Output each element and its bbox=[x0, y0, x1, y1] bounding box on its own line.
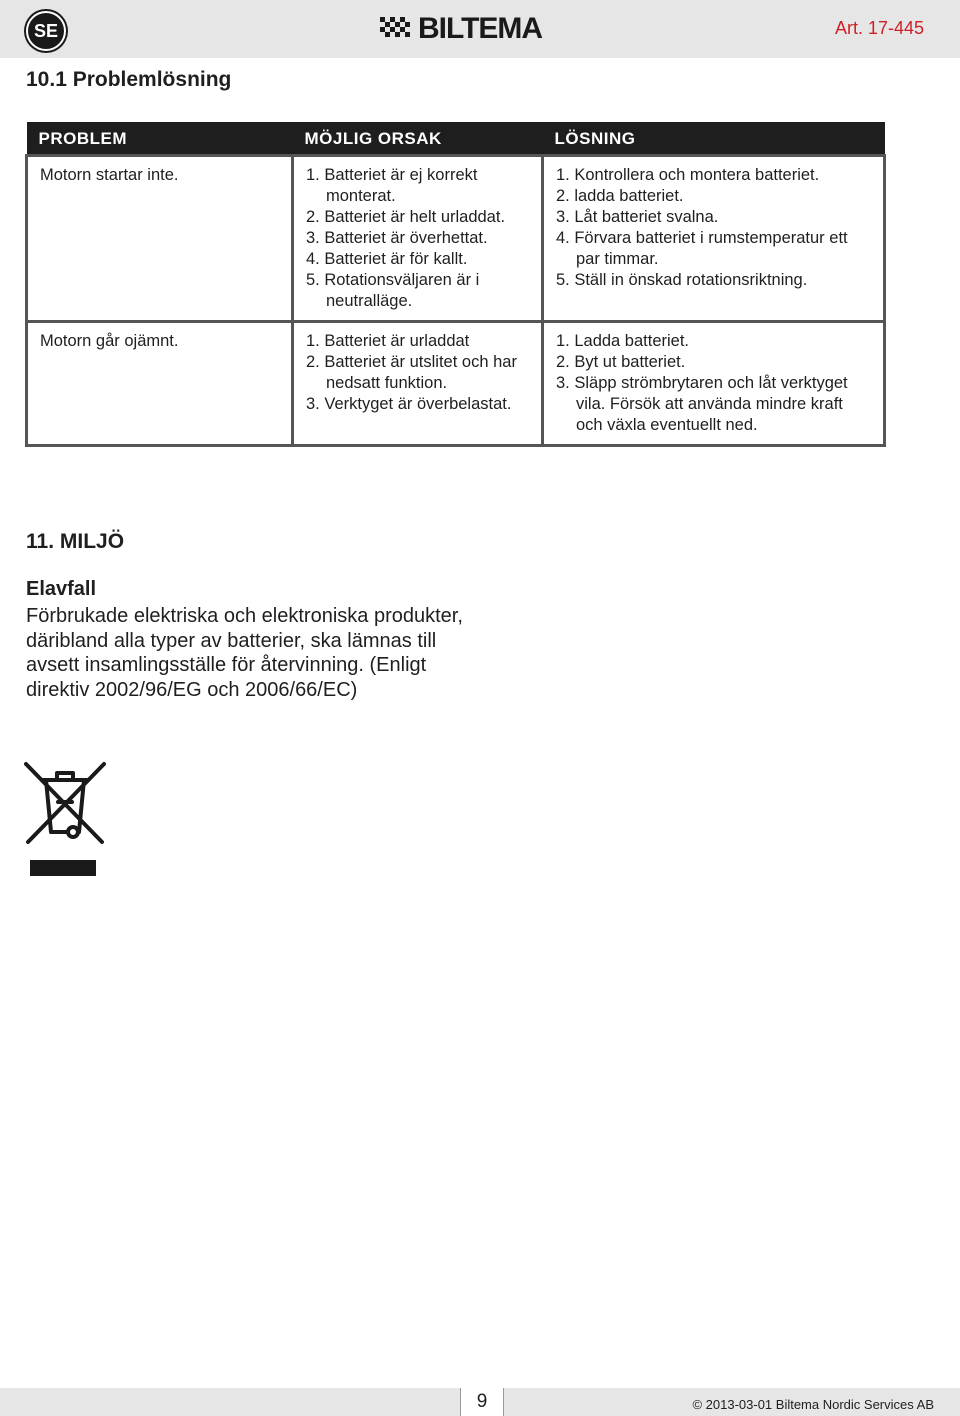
solution-cell bbox=[543, 156, 885, 322]
table-row bbox=[27, 156, 885, 322]
brand-name: BILTEMA bbox=[418, 12, 543, 45]
solution-item: 4. Förvara batteriet i rumstemperatur ett par timmar. bbox=[556, 229, 848, 268]
problem-cell: Motorn går ojämnt. bbox=[27, 322, 293, 446]
section-title: 10.1 Problemlösning bbox=[26, 68, 232, 91]
column-header-problem: PROBLEM bbox=[27, 122, 293, 156]
solution-cell bbox=[543, 322, 885, 446]
solution-item: 5. Ställ in önskad rotationsriktning. bbox=[556, 271, 808, 289]
solution-item: 1. Ladda batteriet. bbox=[556, 332, 690, 350]
language-badge: SE bbox=[26, 11, 66, 51]
copyright-notice: © 2013-03-01 Biltema Nordic Services AB bbox=[692, 1397, 934, 1412]
cause-cell bbox=[293, 322, 543, 446]
cause-cell bbox=[293, 156, 543, 322]
cause-item: 4. Batteriet är för kallt. bbox=[306, 250, 468, 268]
page-header bbox=[0, 0, 960, 58]
checkered-flag-icon bbox=[380, 17, 414, 41]
solution-item: 2. ladda batteriet. bbox=[556, 187, 684, 205]
column-header-solution: LÖSNING bbox=[543, 122, 885, 156]
table-header-row bbox=[27, 122, 885, 156]
solution-item: 2. Byt ut batteriet. bbox=[556, 353, 686, 371]
problem-cell: Motorn startar inte. bbox=[27, 156, 293, 322]
environment-paragraph: Förbrukade elektriska och elektroniska produkter, däribland alla typer av batterier, ska lämnas till avsett insamlingsställe för återvinning. (Enligt direktiv 2002/96/EG och 2006/66/EC) bbox=[26, 605, 463, 701]
cause-item: 1. Batteriet är urladdat bbox=[306, 332, 470, 350]
column-header-cause: MÖJLIG ORSAK bbox=[293, 122, 543, 156]
crossed-out-wheelie-bin-icon bbox=[24, 760, 106, 880]
solution-item: 3. Låt batteriet svalna. bbox=[556, 208, 719, 226]
troubleshooting-table bbox=[25, 122, 886, 447]
article-number: Art. 17-445 bbox=[834, 18, 924, 38]
page-number: 9 bbox=[460, 1388, 504, 1416]
environment-subtitle: Elavfall bbox=[26, 578, 97, 600]
table-row bbox=[27, 322, 885, 446]
cause-item: 3. Verktyget är överbelastat. bbox=[306, 395, 512, 413]
environment-section-title: 11. MILJÖ bbox=[26, 530, 125, 553]
cause-item: 3. Batteriet är överhettat. bbox=[306, 229, 488, 247]
cause-item: 2. Batteriet är helt urladdat. bbox=[306, 208, 506, 226]
cause-item: 5. Rotationsväljaren är i neutralläge. bbox=[306, 271, 480, 310]
cause-item: 1. Batteriet är ej korrekt monterat. bbox=[306, 166, 478, 205]
brand-logo bbox=[380, 14, 542, 44]
solution-item: 3. Släpp strömbrytaren och låt verktyget vila. Försök att använda mindre kraft och växla eventuellt ned. bbox=[556, 374, 848, 434]
solution-item: 1. Kontrollera och montera batteriet. bbox=[556, 166, 820, 184]
cause-item: 2. Batteriet är utslitet och har nedsatt funktion. bbox=[306, 353, 517, 392]
